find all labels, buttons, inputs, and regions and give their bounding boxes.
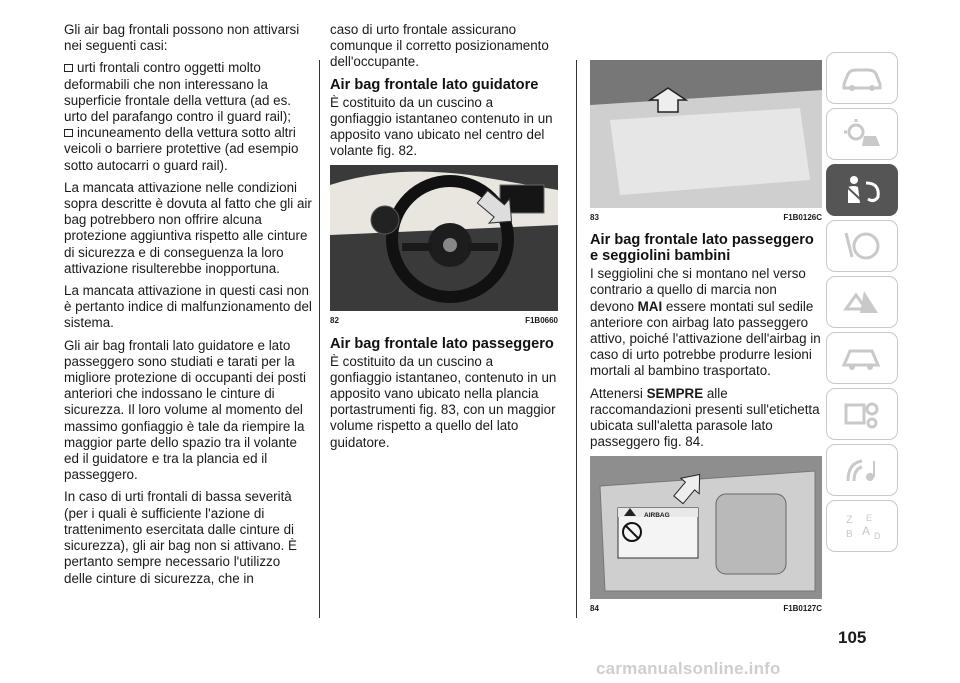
text-column-2 xyxy=(330,22,558,457)
text-column-1 xyxy=(64,22,312,593)
index-icon xyxy=(840,509,884,543)
tab-safety[interactable] xyxy=(826,164,898,216)
seatbelt-airbag-icon xyxy=(840,173,884,207)
tab-warning-lights[interactable] xyxy=(826,108,898,160)
sun-visor-photo xyxy=(590,456,822,599)
column-divider xyxy=(319,60,320,618)
paragraph: In caso di urti frontali di bassa severità (per i quali è sufficiente l'azione di trattenimento esercitata dalle cinture di sicurezza), gli air bag non si attivano. È pertanto sempre necessario l'utilizzo delle cinture di sicurezza, che in xyxy=(64,489,297,586)
paragraph: È costituito da un cuscino a gonfiaggio istantaneo, contenuto in un apposito vano ubicato nella plancia portastrumenti fig. 83, con un maggior volume rispetto a quello del lato guidatore. xyxy=(330,353,557,450)
car-outline-icon xyxy=(840,64,884,92)
column-divider xyxy=(576,60,577,618)
figure-steering-wheel xyxy=(330,165,558,311)
svg-text:E: E xyxy=(866,513,873,523)
tab-index[interactable] xyxy=(826,500,898,552)
tab-specifications[interactable] xyxy=(826,388,898,440)
paragraph: Gli air bag frontali possono non attivarsi nei seguenti casi: xyxy=(64,22,300,54)
watermark: carmanualsonline.info xyxy=(596,659,781,678)
bullet-item: urti frontali contro oggetti molto deformabili che non interessano la superficie frontale della vettura (ad es. urto del parafango contro il guard rail); xyxy=(64,60,292,125)
checkbox-bullet-icon xyxy=(64,64,73,72)
svg-text:B: B xyxy=(846,529,853,540)
tab-emergency[interactable] xyxy=(826,276,898,328)
figure-sun-visor xyxy=(590,456,822,599)
paragraph: La mancata attivazione nelle condizioni sopra descritte è dovuta al fatto che gli air bag potrebbero non offrire alcuna protezione aggiuntiva rispetto alle cinture di sicurezza e di conseguenza la loro attivazione risulterebbe inopportuna. xyxy=(64,179,312,276)
tab-maintenance[interactable] xyxy=(826,332,898,384)
tab-multimedia[interactable] xyxy=(826,444,898,496)
chapter-tabs xyxy=(826,52,900,556)
section-heading: Air bag frontale lato passeggero e seggiolini bambini xyxy=(590,232,814,265)
svg-text:Z: Z xyxy=(846,514,853,526)
svg-text:A: A xyxy=(862,524,871,538)
figure-caption: 83 F1B0126C xyxy=(590,213,822,222)
paragraph: Gli air bag frontali lato guidatore e lato passeggero sono studiati e tarati per la migliore protezione di occupanti dei posti anteriori che indossano le cinture di sicurezza. Il loro volume al momento del massimo gonfiaggio è tale da riempire la maggior parte dello spazio tra il volante ed il guidatore e tra la plancia ed il passeggero. xyxy=(64,337,306,483)
tab-car[interactable] xyxy=(826,52,898,104)
figure-dashboard xyxy=(590,60,822,208)
paragraph: È costituito da un cuscino a gonfiaggio istantaneo contenuto in un apposito vano ubicato nel centro del volante fig. 82. xyxy=(330,94,553,159)
section-heading: Air bag frontale lato passeggero xyxy=(330,335,554,352)
maintenance-icon xyxy=(840,341,884,375)
figure-caption: 84 F1B0127C xyxy=(590,604,822,614)
paragraph: I seggiolini che si montano nel verso contrario a quello di marcia non devono MAI essere montati sul sedile anteriore con airbag lato passeggero attivo, poiché l'attivazione dell'airbag in caso di urto potrebbe produrre lesioni mortali al bambino trasportato. xyxy=(590,266,821,379)
bullet-item: incuneamento della vettura sotto altri veicoli o barriere protettive (ad esempio sotto autocarri o guard rail). xyxy=(64,125,299,173)
warning-lights-icon xyxy=(840,118,884,150)
specs-icon xyxy=(840,397,884,431)
checkbox-bullet-icon xyxy=(64,129,73,137)
steering-wheel-icon xyxy=(840,229,884,263)
tab-start-driving[interactable] xyxy=(826,220,898,272)
paragraph: caso di urto frontale assicurano comunque il corretto posizionamento dell'occupante. xyxy=(330,22,549,70)
figure-caption: 82 F1B0660 xyxy=(330,316,558,326)
svg-text:D: D xyxy=(874,531,881,541)
section-heading: Air bag frontale lato guidatore xyxy=(330,76,539,93)
paragraph: La mancata attivazione in questi casi non è pertanto indice di malfunzionamento del sistema. xyxy=(64,283,312,331)
steering-wheel-photo xyxy=(330,165,558,311)
dashboard-photo xyxy=(590,60,822,208)
emergency-icon xyxy=(840,285,884,319)
multimedia-icon xyxy=(840,453,884,487)
text-column-3 xyxy=(590,60,822,624)
airbag-label: AIRBAG xyxy=(644,512,670,520)
paragraph: Attenersi SEMPRE alle raccomandazioni presenti sull'etichetta ubicata sull'aletta parasole lato passeggero fig. 84. xyxy=(590,385,820,450)
page-number: 105 xyxy=(838,628,867,647)
